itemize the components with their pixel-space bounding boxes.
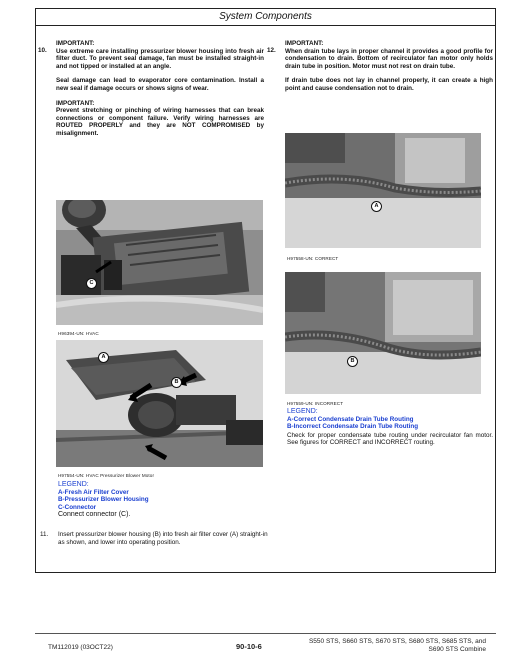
left-legend-item-c: C-Connector: [58, 503, 97, 511]
hvac-illustration: [56, 200, 263, 325]
left-legend-item-b: B-Pressurizer Blower Housing: [58, 496, 149, 504]
right-legend-item-b: B-Incorrect Condensate Drain Tube Routing: [287, 423, 419, 431]
check-routing-text: Check for proper condensate tube routing under recirculator fan motor. See figures for CORRECT and INCORRECT routing.: [287, 431, 493, 447]
footer-models-line1: S550 STS, S660 STS, S670 STS, S680 STS, S685 STS, and: [308, 638, 486, 645]
callout-b-fig4: B: [347, 356, 358, 367]
right-column: [267, 40, 493, 93]
step-11: [40, 531, 270, 546]
right-legend-item-a: A-Correct Condensate Drain Tube Routing: [287, 415, 414, 423]
left-legend-title: LEGEND:: [58, 481, 89, 488]
step-12-important-label: IMPORTANT:: [285, 40, 324, 47]
right-legend-title: LEGEND:: [287, 408, 318, 415]
drain-note: If drain tube does not lay in channel properly, it can create a high point and cause condensation not to drain.: [285, 77, 493, 92]
callout-c: C: [86, 278, 97, 289]
right-legend: [287, 408, 493, 447]
connect-text: Connect connector (C).: [58, 511, 131, 519]
callout-a-fig2: A: [98, 352, 109, 363]
incorrect-routing-illustration: [285, 272, 481, 394]
fig1-caption: H96394-UN: HVAC: [58, 331, 99, 336]
blower-photo: [56, 340, 263, 467]
correct-routing-photo: [285, 133, 481, 248]
correct-routing-illustration: [285, 133, 481, 248]
hvac-photo: [56, 200, 263, 325]
step-10-text: Use extreme care installing pressurizer blower housing into fresh air filter duct. To prevent seal damage, fan must be installed straight-in and not tipped or installed at an angle.: [56, 47, 264, 70]
step-12-number: 12.: [267, 47, 276, 54]
footer-models: [300, 638, 486, 654]
footer-page-number: 90-10-6: [236, 642, 262, 651]
blower-illustration: [56, 340, 263, 467]
fig4-caption: H97559-UN: INCORRECT: [287, 401, 344, 406]
left-legend-item-a: A-Fresh Air Filter Cover: [58, 488, 129, 496]
left-column: [38, 40, 264, 138]
left-legend: [58, 481, 268, 519]
callout-b-fig2: B: [171, 377, 182, 388]
fig2-caption: H97554-UN: HVAC Pressurizer Blower Motor: [58, 473, 155, 478]
page-title: System Components: [219, 11, 312, 22]
footer-doc-id: TM112019 (03OCT22): [48, 644, 113, 651]
footer-divider: [35, 633, 496, 634]
header-divider: [36, 25, 495, 26]
step-12-text: When drain tube lays in proper channel it provides a good profile for condensation to drain. Bottom of recirculator fan motor only holds drain tube in position. Motor must not rest on drain tube.: [285, 47, 493, 70]
step-10-important-label: IMPORTANT:: [56, 40, 95, 47]
fig3-caption: H97558-UN: CORRECT: [287, 256, 339, 261]
incorrect-routing-photo: [285, 272, 481, 394]
important-2-label: IMPORTANT:: [56, 99, 95, 107]
callout-a-fig3: A: [371, 201, 382, 212]
seal-note: Seal damage can lead to evaporator core contamination. Install a new seal if damage occurs or shows signs of wear.: [56, 77, 264, 92]
important-2-text: Prevent stretching or pinching of wiring harnesses that can break connections or component failure. Verify wiring harnesses are ROUTED PROPERLY and they are NOT COMPROMISED by misalignment.: [56, 107, 264, 137]
step-10-number: 10.: [38, 47, 47, 54]
step-11-number: 11.: [40, 531, 49, 538]
footer-models-line2: S690 STS Combine: [428, 646, 486, 653]
step-11-text: Insert pressurizer blower housing (B) into fresh air filter cover (A) straight-in as shown, and lower into operating position.: [58, 531, 268, 546]
